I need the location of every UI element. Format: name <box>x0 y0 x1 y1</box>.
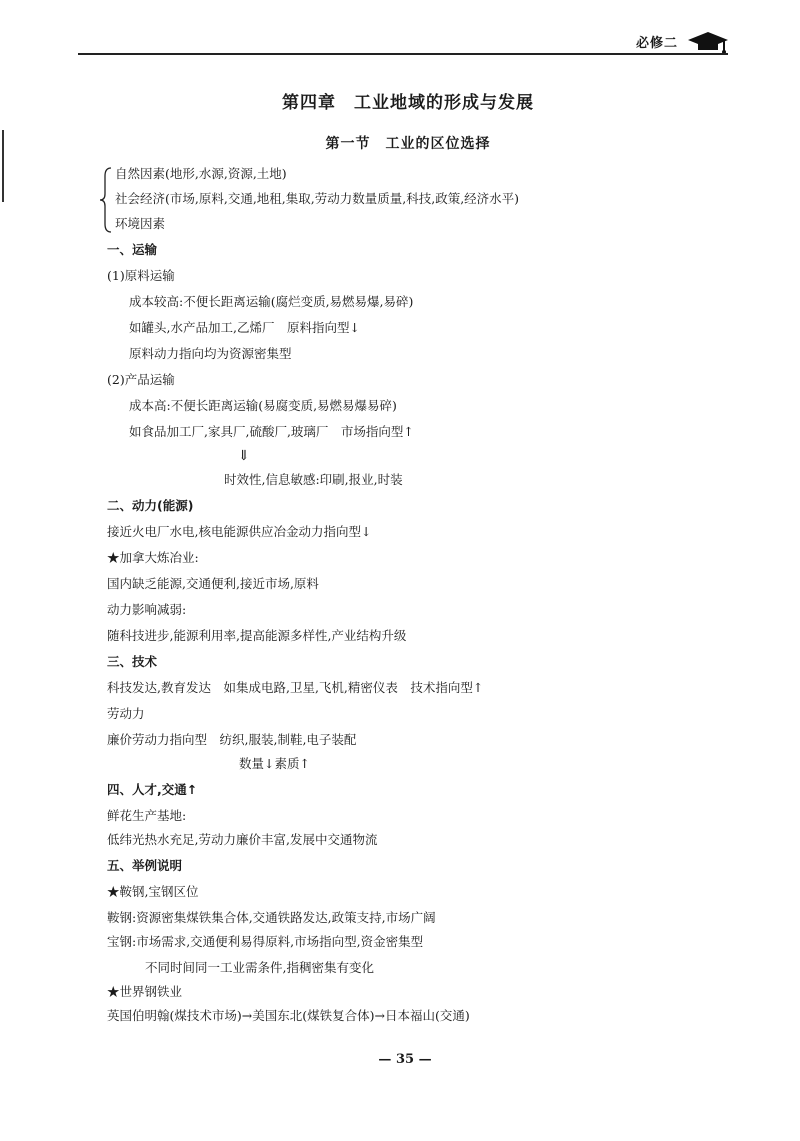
factor-socio-economic: 社会经济(市场,原料,交通,地租,集取,劳动力数量质量,科技,政策,经济水平) <box>115 191 520 206</box>
power-line: ★加拿大炼冶业: <box>107 550 199 565</box>
world-steel-line: 英国伯明翰(煤技术市场)→美国东北(煤铁复合体)→日本福山(交通) <box>107 1008 470 1023</box>
page-number: — 35 — <box>378 1052 432 1067</box>
heading-technology: 三、技术 <box>107 654 158 669</box>
product-transport-title: (2)产品运输 <box>107 372 175 387</box>
technology-line: 科技发达,教育发达 如集成电路,卫星,飞机,精密仪表 技术指向型↑ <box>107 680 484 695</box>
product-transport-line: 如食品加工厂,家具厂,硫酸厂,玻璃厂 市场指向型↑ <box>129 424 414 439</box>
heading-power: 二、动力(能源) <box>107 498 194 513</box>
talent-line: 鲜花生产基地: <box>107 808 187 823</box>
raw-transport-line: 成本较高:不便长距离运输(腐烂变质,易燃易爆,易碎) <box>129 294 414 309</box>
book-tag: 必修二 <box>636 36 679 51</box>
technology-line: 廉价劳动力指向型 纺织,服装,制鞋,电子装配 <box>107 732 357 747</box>
raw-transport-line: 如罐头,水产品加工,乙烯厂 原料指向型↓ <box>129 320 360 335</box>
factor-natural: 自然因素(地形,水源,资源,土地) <box>115 166 287 181</box>
raw-transport-line: 原料动力指向均为资源密集型 <box>129 346 292 361</box>
heading-transport: 一、运输 <box>107 242 158 257</box>
heading-talent: 四、人才,交通↑ <box>107 782 198 797</box>
section-title: 第一节 工业的区位选择 <box>325 136 491 152</box>
header-rule <box>78 53 728 55</box>
scan-edge-mark <box>2 130 4 202</box>
down-arrow-icon: ⇓ <box>238 448 250 464</box>
heading-examples: 五、举例说明 <box>107 858 183 873</box>
example-line: 鞍钢:资源密集煤铁集合体,交通铁路发达,政策支持,市场广阔 <box>107 910 436 925</box>
chapter-title: 第四章 工业地域的形成与发展 <box>282 93 534 113</box>
technology-line: 劳动力 <box>107 706 145 721</box>
example-line: ★鞍钢,宝钢区位 <box>107 884 199 899</box>
factor-brace <box>99 166 113 234</box>
example-note: 不同时间同一工业需条件,指稠密集有变化 <box>145 960 374 975</box>
talent-line: 低纬光热水充足,劳动力廉价丰富,发展中交通物流 <box>107 832 378 847</box>
power-line: 动力影响减弱: <box>107 602 187 617</box>
factor-environment: 环境因素 <box>115 216 166 231</box>
example-line: 宝钢:市场需求,交通便利易得原料,市场指向型,资金密集型 <box>107 934 424 949</box>
power-line: 接近火电厂水电,核电能源供应冶金动力指向型↓ <box>107 524 372 539</box>
power-line: 随科技进步,能源利用率,提高能源多样性,产业结构升级 <box>107 628 407 643</box>
quality-note: 数量↓素质↑ <box>239 756 310 771</box>
world-steel-title: ★世界钢铁业 <box>107 984 183 999</box>
power-line: 国内缺乏能源,交通便利,接近市场,原料 <box>107 576 319 591</box>
graduation-cap-icon <box>686 28 730 54</box>
product-transport-line: 成本高:不便长距离运输(易腐变质,易燃易爆易碎) <box>129 398 397 413</box>
timeliness-line: 时效性,信息敏感:印刷,报业,时装 <box>224 472 403 487</box>
raw-transport-title: (1)原料运输 <box>107 268 175 283</box>
